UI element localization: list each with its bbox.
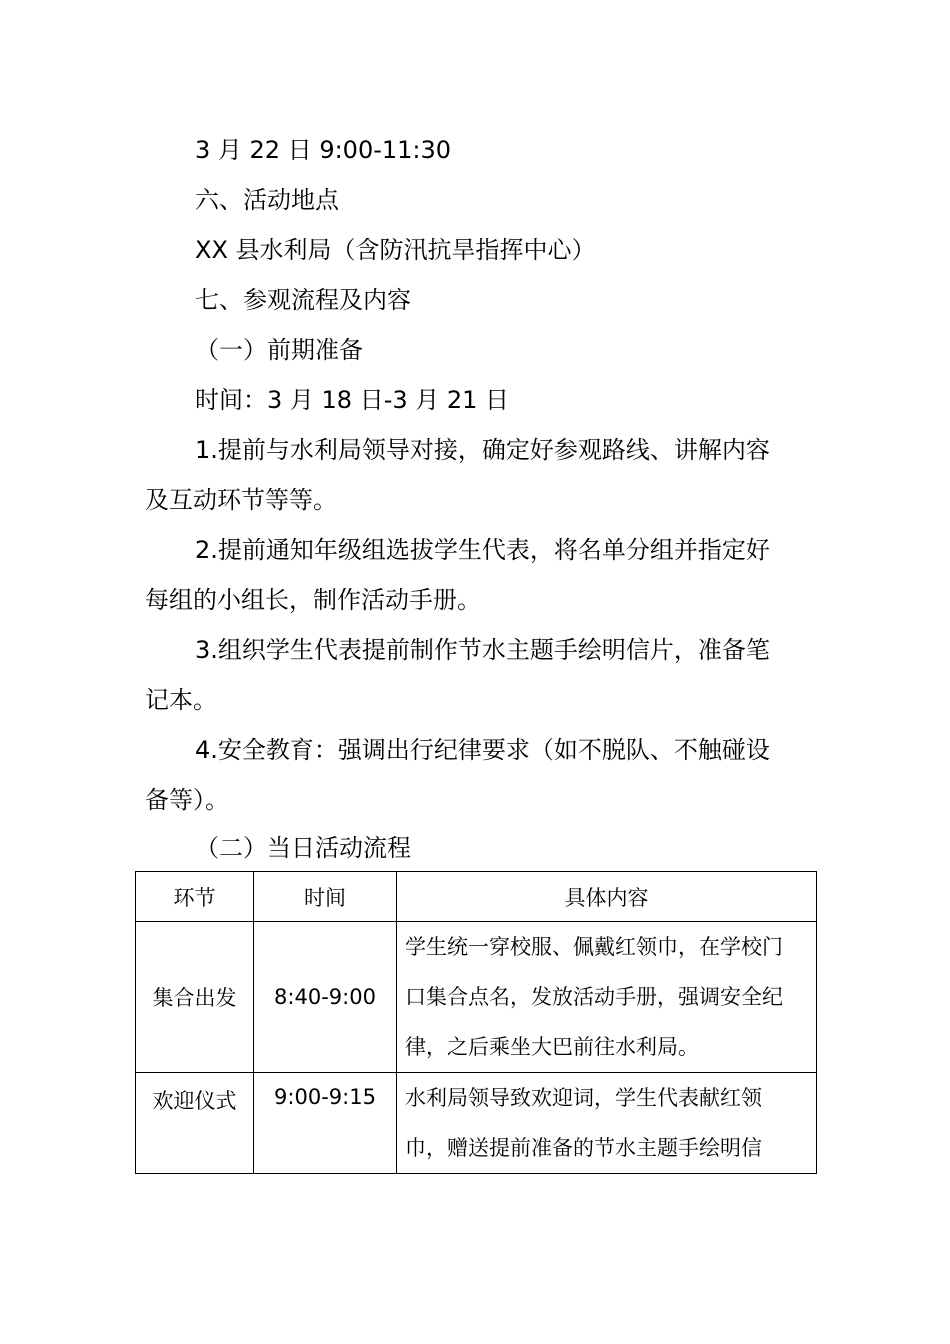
preparation-time-line: 时间：3 月 18 日-3 月 21 日 — [195, 386, 510, 414]
row-content — [397, 1073, 817, 1174]
header-time: 时间 — [254, 872, 397, 922]
table-row — [136, 1073, 817, 1174]
row-stage: 欢迎仪式 — [136, 1073, 254, 1174]
header-stage: 环节 — [136, 872, 254, 922]
header-content: 具体内容 — [397, 872, 817, 922]
item-4-line-1: 4.安全教育：强调出行纪律要求（如不脱队、不触碰设 — [195, 736, 770, 764]
item-1-line-1: 1.提前与水利局领导对接，确定好参观路线、讲解内容 — [195, 436, 770, 464]
section-heading-process: 七、参观流程及内容 — [195, 286, 411, 314]
content-line: 巾，赠送提前准备的节水主题手绘明信 — [405, 1136, 762, 1160]
subheading-day-process: （二）当日活动流程 — [195, 834, 411, 862]
content-line: 律，之后乘坐大巴前往水利局。 — [405, 1035, 699, 1059]
table-row — [136, 922, 817, 1073]
location-line: XX 县水利局（含防汛抗旱指挥中心） — [195, 236, 596, 264]
item-1-line-2: 及互动环节等等。 — [145, 486, 337, 514]
time-line: 3 月 22 日 9:00-11:30 — [195, 136, 452, 164]
row-time: 8:40-9:00 — [254, 922, 397, 1073]
item-4-line-2: 备等）。 — [145, 786, 229, 814]
row-content — [397, 922, 817, 1073]
content-line: 学生统一穿校服、佩戴红领巾，在学校门 — [405, 935, 783, 959]
row-stage: 集合出发 — [136, 922, 254, 1073]
content-line: 口集合点名，发放活动手册，强调安全纪 — [405, 985, 783, 1009]
subheading-preparation: （一）前期准备 — [195, 336, 363, 364]
row-time: 9:00-9:15 — [254, 1073, 397, 1174]
item-3-line-1: 3.组织学生代表提前制作节水主题手绘明信片，准备笔 — [195, 636, 770, 664]
table-header-row — [136, 872, 817, 922]
item-2-line-1: 2.提前通知年级组选拔学生代表，将名单分组并指定好 — [195, 536, 770, 564]
activity-flow-table — [135, 871, 817, 1174]
item-3-line-2: 记本。 — [145, 686, 217, 714]
item-2-line-2: 每组的小组长，制作活动手册。 — [145, 586, 481, 614]
content-line: 水利局领导致欢迎词，学生代表献红领 — [405, 1086, 762, 1110]
section-heading-location: 六、活动地点 — [195, 186, 339, 214]
